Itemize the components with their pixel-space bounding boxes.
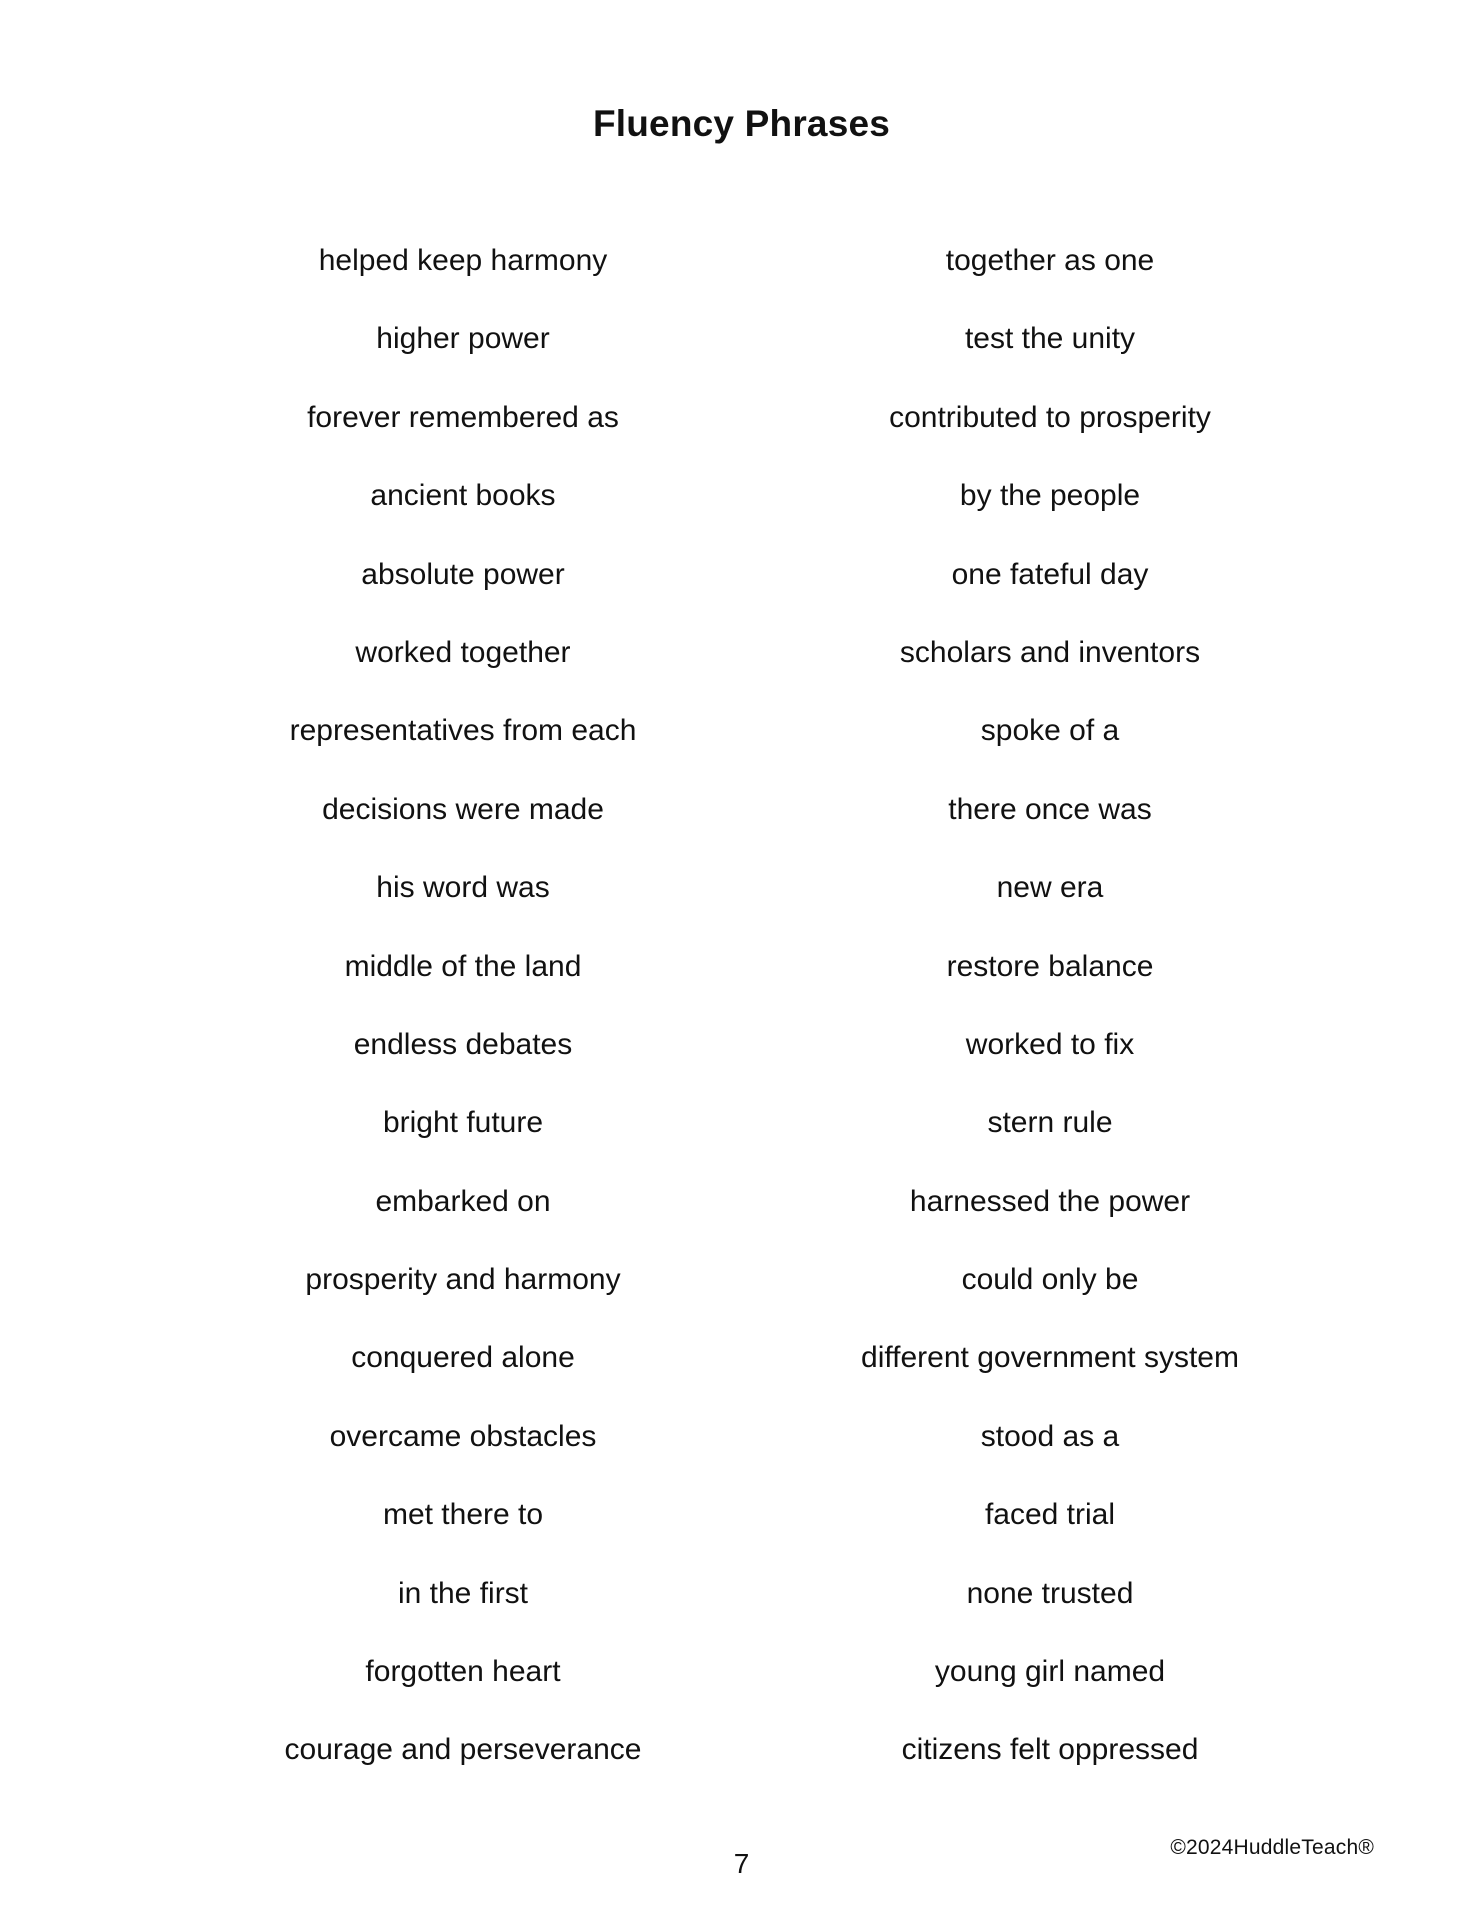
phrase-item: courage and perseverance xyxy=(284,1733,642,1767)
phrase-item: different government system xyxy=(861,1341,1239,1375)
phrase-item: spoke of a xyxy=(980,714,1120,748)
phrase-item: met there to xyxy=(382,1498,544,1532)
phrase-item: harnessed the power xyxy=(909,1184,1191,1218)
right-phrase-list xyxy=(750,237,1350,1805)
phrase-item: there once was xyxy=(948,792,1152,826)
phrase-item: forgotten heart xyxy=(365,1655,561,1689)
phrase-item: worked to fix xyxy=(965,1027,1135,1061)
phrase-item: ancient books xyxy=(370,479,556,513)
phrase-item: his word was xyxy=(376,871,550,905)
phrase-item: could only be xyxy=(961,1263,1139,1297)
phrase-item: representatives from each xyxy=(289,714,637,748)
phrase-item: in the first xyxy=(397,1576,529,1610)
phrase-item: absolute power xyxy=(361,557,565,591)
phrase-item: test the unity xyxy=(964,322,1136,356)
phrase-item: citizens felt oppressed xyxy=(901,1733,1199,1767)
phrase-item: scholars and inventors xyxy=(899,635,1201,669)
phrase-item: forever remembered as xyxy=(307,400,619,434)
phrase-item: overcame obstacles xyxy=(329,1419,597,1453)
phrase-item: faced trial xyxy=(984,1498,1116,1532)
phrase-item: embarked on xyxy=(375,1184,551,1218)
phrase-item: restore balance xyxy=(946,949,1154,983)
phrase-item: prosperity and harmony xyxy=(305,1263,621,1297)
phrase-item: none trusted xyxy=(966,1576,1134,1610)
phrase-item: stood as a xyxy=(980,1419,1120,1453)
phrase-item: conquered alone xyxy=(351,1341,575,1375)
phrase-item: by the people xyxy=(959,479,1141,513)
phrase-item: one fateful day xyxy=(951,557,1149,591)
phrase-item: decisions were made xyxy=(322,792,604,826)
phrase-item: young girl named xyxy=(934,1655,1166,1689)
phrase-item: middle of the land xyxy=(344,949,582,983)
page-title: Fluency Phrases xyxy=(592,103,891,144)
copyright-notice: ©2024HuddleTeach® xyxy=(1170,1836,1374,1859)
phrase-item: stern rule xyxy=(987,1106,1113,1140)
phrase-columns xyxy=(0,237,1483,1797)
phrase-item: new era xyxy=(996,871,1104,905)
left-phrase-list xyxy=(163,237,763,1805)
phrase-item: higher power xyxy=(376,322,550,356)
phrase-item: bright future xyxy=(382,1106,544,1140)
phrase-item: contributed to prosperity xyxy=(889,400,1211,434)
phrase-item: helped keep harmony xyxy=(318,244,608,277)
phrase-item: endless debates xyxy=(353,1027,573,1061)
page-number: 7 xyxy=(733,1848,750,1879)
phrase-item: worked together xyxy=(355,635,571,669)
phrase-item: together as one xyxy=(945,244,1155,277)
